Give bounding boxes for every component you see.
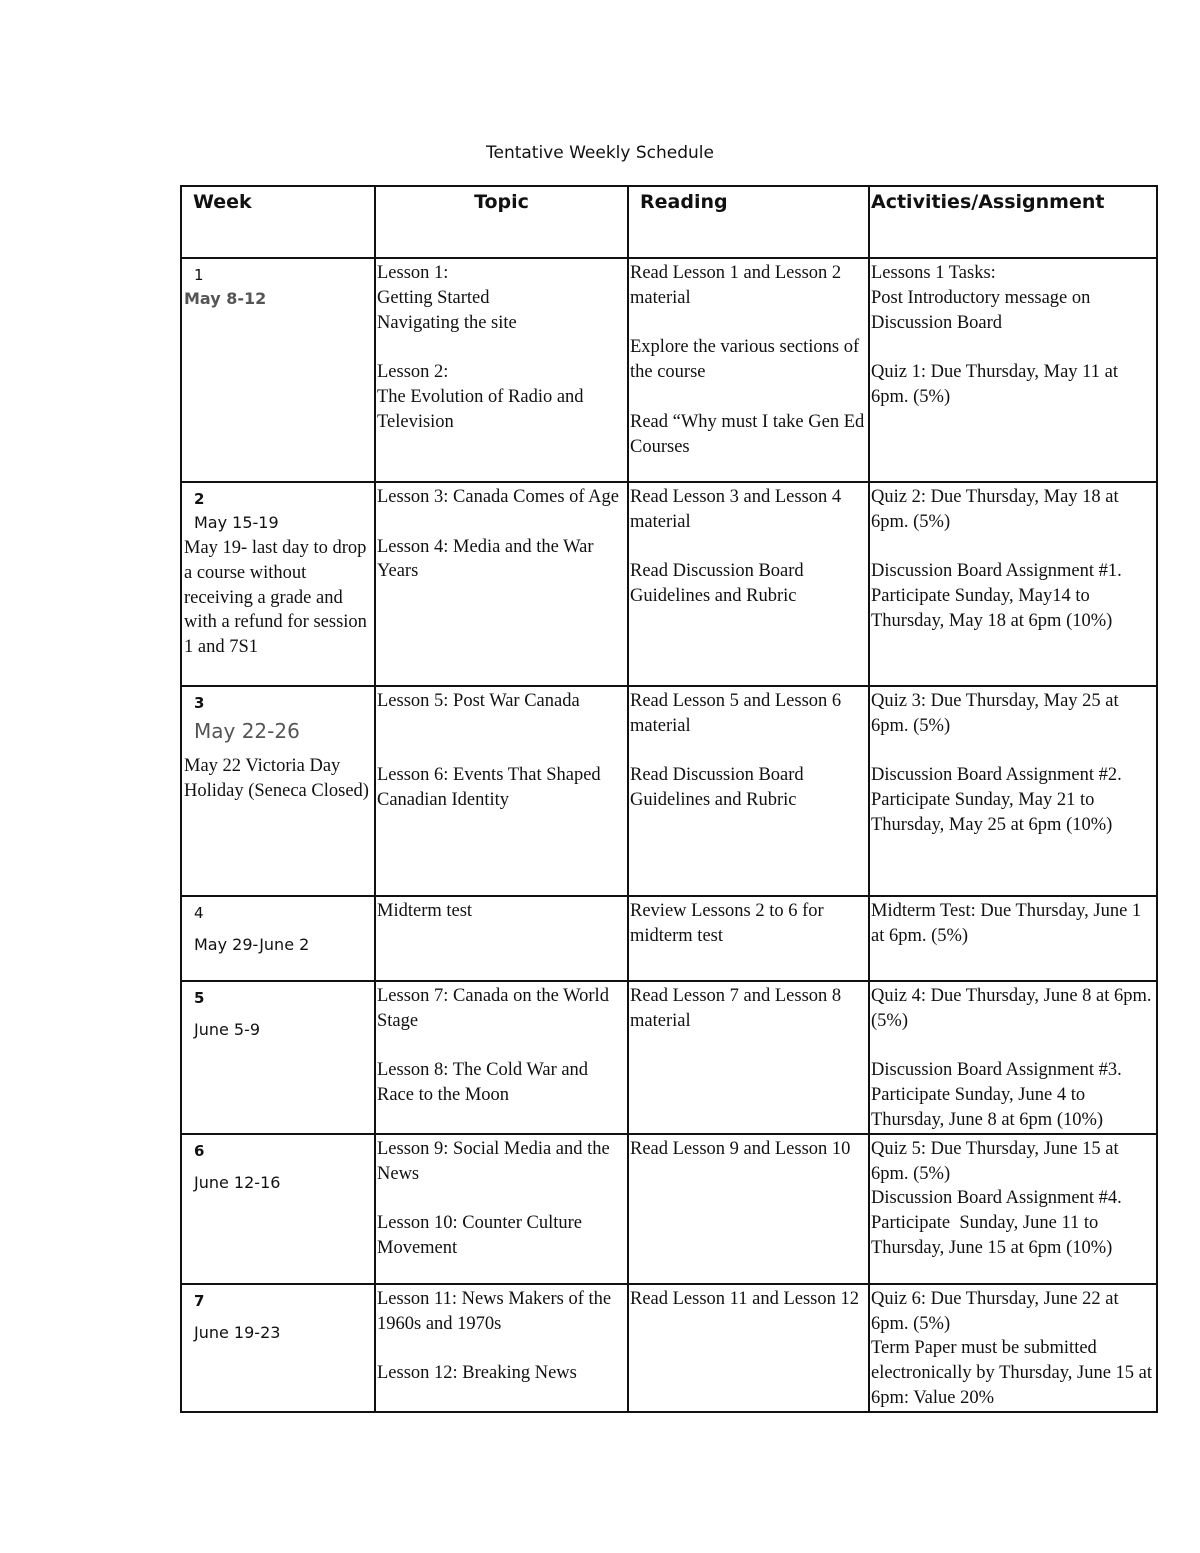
reading-text: Review Lessons 2 to 6 for midterm test bbox=[630, 901, 829, 946]
activities-cell bbox=[869, 258, 1157, 482]
activities-cell bbox=[869, 1284, 1157, 1412]
page-title: Tentative Weekly Schedule bbox=[485, 143, 714, 163]
reading-text: Read Lesson 11 and Lesson 12 bbox=[630, 1288, 859, 1309]
activities-text: Midterm Test: Due Thursday, June 1 at 6pm. (5%) bbox=[871, 901, 1146, 946]
topic-cell bbox=[375, 686, 628, 896]
reading-text: Read Lesson 3 and Lesson 4 material Read Discussion Board Guidelines and Rubric bbox=[630, 487, 842, 607]
week-note: May 19- last day to drop a course without receiving a grade and with a refund for session 1 and 7S1 bbox=[184, 538, 372, 658]
reading-cell bbox=[628, 686, 869, 896]
reading-cell bbox=[628, 981, 869, 1134]
reading-cell bbox=[628, 1134, 869, 1284]
week-dates: June 19-23 bbox=[194, 1322, 281, 1342]
activities-text: Quiz 2: Due Thursday, May 18 at 6pm. (5%) Discussion Board Assignment #1. Participate Sunday, May14 to Thursday, May 18 at 6pm (10%) bbox=[871, 487, 1122, 631]
week-cell bbox=[181, 686, 375, 896]
header-topic: Topic bbox=[375, 186, 628, 258]
activities-text: Quiz 6: Due Thursday, June 22 at 6pm. (5%) Term Paper must be submitted electronically by Thursday, June 15 at 6pm: Value 20% bbox=[871, 1288, 1153, 1408]
topic-text: Lesson 5: Post War Canada Lesson 6: Events That Shaped Canadian Identity bbox=[377, 691, 601, 811]
week-cell bbox=[181, 1134, 375, 1284]
table-row bbox=[181, 896, 1157, 981]
week-dates: June 12-16 bbox=[194, 1172, 281, 1192]
reading-text: Read Lesson 1 and Lesson 2 material Explore the various sections of the course Read “Why must I take Gen Ed Courses bbox=[630, 263, 865, 457]
table-row bbox=[181, 981, 1157, 1134]
reading-cell bbox=[628, 482, 869, 686]
topic-cell bbox=[375, 896, 628, 981]
week-cell bbox=[181, 482, 375, 686]
table-row bbox=[181, 686, 1157, 896]
header-reading: Reading bbox=[628, 186, 869, 258]
activities-text: Lessons 1 Tasks: Post Introductory message on Discussion Board Quiz 1: Due Thursday, May 11 at 6pm. (5%) bbox=[871, 263, 1118, 407]
reading-text: Read Lesson 5 and Lesson 6 material Read Discussion Board Guidelines and Rubric bbox=[630, 691, 842, 811]
reading-text: Read Lesson 9 and Lesson 10 bbox=[630, 1138, 851, 1159]
topic-cell bbox=[375, 258, 628, 482]
table-row bbox=[181, 1284, 1157, 1412]
week-cell bbox=[181, 896, 375, 981]
header-week: Week bbox=[181, 186, 375, 258]
reading-text: Read Lesson 7 and Lesson 8 material bbox=[630, 986, 846, 1031]
activities-text: Quiz 4: Due Thursday, June 8 at 6pm. (5%) Discussion Board Assignment #3. Participate Sunday, June 4 to Thursday, June 8 at 6pm (10%) bbox=[871, 986, 1152, 1130]
week-number: 6 bbox=[194, 1141, 205, 1160]
schedule-table bbox=[180, 185, 1158, 1413]
topic-cell bbox=[375, 981, 628, 1134]
topic-text: Lesson 1: Getting Started Navigating the site Lesson 2: The Evolution of Radio and Television bbox=[377, 263, 584, 432]
activities-cell bbox=[869, 896, 1157, 981]
activities-text: Quiz 5: Due Thursday, June 15 at 6pm. (5%) Discussion Board Assignment #4. Participate Sunday, June 11 to Thursday, June 15 at 6pm (10%) bbox=[871, 1138, 1122, 1258]
header-activities: Activities/Assignment bbox=[869, 186, 1157, 258]
activities-cell bbox=[869, 981, 1157, 1134]
header-row bbox=[181, 186, 1157, 258]
activities-text: Quiz 3: Due Thursday, May 25 at 6pm. (5%) Discussion Board Assignment #2. Participate Sunday, May 21 to Thursday, May 25 at 6pm (10%) bbox=[871, 691, 1122, 835]
week-number: 4 bbox=[194, 904, 204, 922]
week-cell bbox=[181, 258, 375, 482]
week-note: May 22 Victoria Day Holiday (Seneca Closed) bbox=[184, 756, 369, 801]
reading-cell bbox=[628, 896, 869, 981]
table-row bbox=[181, 258, 1157, 482]
week-dates: May 29-June 2 bbox=[194, 935, 310, 954]
activities-cell bbox=[869, 1134, 1157, 1284]
topic-text: Lesson 9: Social Media and the News Lesson 10: Counter Culture Movement bbox=[377, 1138, 610, 1258]
topic-cell bbox=[375, 1284, 628, 1412]
reading-cell bbox=[628, 258, 869, 482]
topic-cell bbox=[375, 1134, 628, 1284]
week-cell bbox=[181, 1284, 375, 1412]
week-dates: June 5-9 bbox=[194, 1020, 261, 1039]
week-number: 5 bbox=[194, 989, 205, 1007]
week-number: 7 bbox=[194, 1291, 205, 1310]
week-number: 1 bbox=[194, 266, 204, 284]
table-row bbox=[181, 1134, 1157, 1284]
week-cell bbox=[181, 981, 375, 1134]
week-number: 3 bbox=[194, 694, 205, 712]
topic-text: Lesson 3: Canada Comes of Age Lesson 4: Media and the War Years bbox=[377, 487, 619, 582]
topic-text: Lesson 7: Canada on the World Stage Lesson 8: The Cold War and Race to the Moon bbox=[377, 986, 609, 1106]
activities-cell bbox=[869, 482, 1157, 686]
week-dates: May 15-19 bbox=[194, 513, 279, 532]
topic-cell bbox=[375, 482, 628, 686]
table-row bbox=[181, 482, 1157, 686]
topic-text: Lesson 11: News Makers of the 1960s and 1970s Lesson 12: Breaking News bbox=[377, 1288, 612, 1384]
topic-text: Midterm test bbox=[377, 901, 473, 921]
week-number: 2 bbox=[194, 490, 205, 508]
week-dates: May 22-26 bbox=[194, 719, 300, 743]
reading-cell bbox=[628, 1284, 869, 1412]
activities-cell bbox=[869, 686, 1157, 896]
week-dates: May 8-12 bbox=[184, 289, 267, 308]
